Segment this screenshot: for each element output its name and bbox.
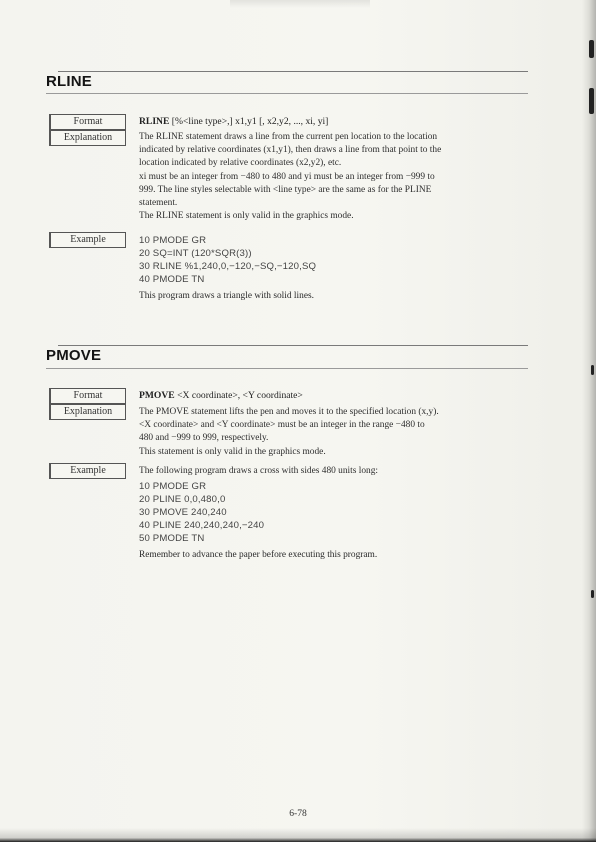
code-line: 40 PLINE 240,240,240,−240 [139,520,265,532]
rline-explanation [139,131,531,223]
scan-bottom-shadow [0,828,596,842]
explanation-line: xi must be an integer from −480 to 480 and yi must be an integer from −999 to [139,171,435,182]
format-keyword: PMOVE [139,390,175,401]
explanation-line: statement. [139,198,178,209]
section-rule-top [58,345,528,346]
pmove-explanation [139,406,531,459]
section-rule-top [58,71,528,72]
section-rule-bottom [46,93,528,94]
rline-example [139,234,531,303]
code-line: 10 PMODE GR [139,235,207,246]
explanation-line: The RLINE statement is only valid in the graphics mode. [139,211,354,222]
code-line: 50 PMODE TN [139,533,205,545]
explanation-label: Explanation [49,404,126,420]
section-title-rline: RLINE [46,73,92,90]
explanation-line: The RLINE statement draws a line from the current pen location to the location [139,132,438,142]
format-label: Format [49,388,126,404]
code-line: 30 RLINE %1,240,0,−120,−SQ,−120,SQ [139,261,317,272]
scan-smudge [230,0,370,8]
example-label: Example [49,232,126,248]
scan-edge-shadow [582,0,596,842]
example-intro: The following program draws a cross with sides 480 units long: [139,466,379,476]
format-keyword: RLINE [139,116,170,127]
explanation-line: 480 and −999 to 999, respectively. [139,433,269,444]
pmove-format [139,389,531,402]
scan-edge-mark [589,88,594,114]
section-rule-bottom [46,368,528,369]
code-line: 40 PMODE TN [139,274,205,285]
explanation-line: location indicated by relative coordinates (x2,y2), etc. [139,158,342,169]
explanation-line: indicated by relative coordinates (x1,y1), then draws a line from that point to the [139,145,442,156]
scan-edge-mark [589,40,594,58]
page-number: 6-78 [289,808,307,819]
explanation-line: <X coordinate> and <Y coordinate> must be an integer in the range −480 to [139,420,425,431]
section-title-pmove: PMOVE [46,347,102,364]
explanation-line: This statement is only valid in the graphics mode. [139,446,326,457]
example-note: Remember to advance the paper before executing this program. [139,550,378,561]
scan-edge-mark [591,590,594,598]
example-note: This program draws a triangle with solid lines. [139,291,314,301]
code-line: 20 SQ=INT (120*SQR(3)) [139,248,252,259]
format-syntax: <X coordinate>, <Y coordinate> [174,390,303,401]
format-label: Format [49,114,126,130]
code-line: 20 PLINE 0,0,480,0 [139,494,226,506]
pmove-example [139,465,531,562]
scan-edge-mark [591,365,594,375]
format-syntax: [%<line type>,] x1,y1 [, x2,y2, ..., xi, yi] [169,116,329,127]
code-line: 30 PMOVE 240,240 [139,507,227,519]
rline-format [139,115,531,128]
explanation-label: Explanation [49,130,126,146]
explanation-line: 999. The line styles selectable with <line type> are the same as for the PLINE [139,184,432,195]
code-line: 10 PMODE GR [139,481,207,493]
explanation-line: The PMOVE statement lifts the pen and moves it to the specified location (x,y). [139,407,439,417]
example-label: Example [49,463,126,479]
